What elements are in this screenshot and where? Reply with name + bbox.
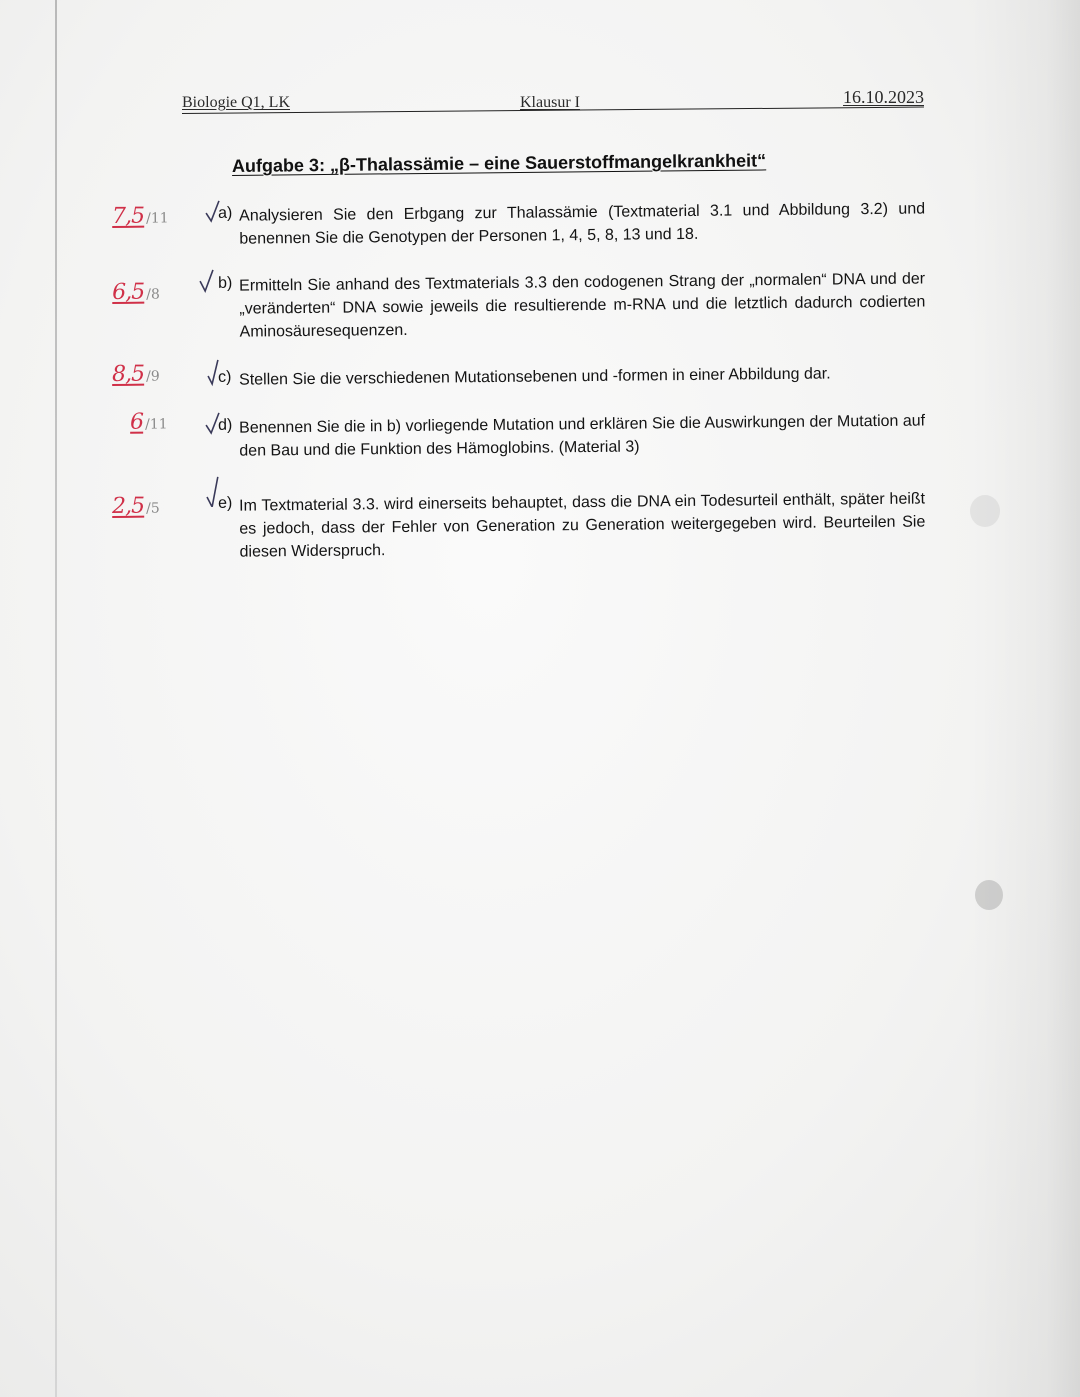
score-b <box>112 279 202 310</box>
task-label: e) <box>217 494 233 512</box>
course-label: Biologie Q1, LK <box>182 94 290 111</box>
task-text: Benennen Sie die in b) vorliegende Mutation und erklären Sie die Auswirkungen der Mutation auf den Bau und die Funktion des Hämoglobins. (Material 3) <box>239 412 926 460</box>
score-max: /8 <box>146 286 160 303</box>
task-c <box>112 361 924 400</box>
task-a <box>112 197 924 256</box>
score-e <box>112 493 202 524</box>
task-label: c) <box>217 368 232 386</box>
paper-smudge <box>975 880 1003 910</box>
score-points: 2,5 <box>111 493 145 519</box>
score-points: 7,5 <box>111 203 145 229</box>
task-text: Stellen Sie die verschiedenen Mutationsebenen und -formen in einer Abbildung dar. <box>239 365 831 389</box>
page-edge <box>55 0 57 1397</box>
task-title: Aufgabe 3: „β-Thalassämie – eine Sauerstoffmangelkrankheit“ <box>231 150 767 176</box>
task-d <box>112 409 924 468</box>
score-max: /9 <box>145 368 160 385</box>
task-e <box>112 487 925 567</box>
score-points: 6,5 <box>112 279 145 305</box>
score-a <box>112 203 202 234</box>
score-points: 8,5 <box>111 361 145 387</box>
score-max: /5 <box>146 500 160 517</box>
task-label: b) <box>217 274 233 292</box>
task-label: a) <box>217 204 233 222</box>
task-text: Im Textmaterial 3.3. wird einerseits behauptet, dass die DNA ein Todesurteil enthält, später heißt es jedoch, dass der Fehler von Generation zu Generation weitergegeben wird. Beurteilen Sie diesen Widerspruch. <box>239 490 926 561</box>
score-max: /11 <box>144 416 168 433</box>
paper-shadow <box>970 0 1080 1397</box>
exam-date: 16.10.2023 <box>843 87 924 107</box>
score-points: 6 <box>129 409 144 435</box>
paper-smudge <box>970 495 1000 527</box>
task-text: Ermitteln Sie anhand des Textmaterials 3.3 den codogenen Strang der „normalen“ DNA und der „veränderten“ DNA sowie jeweils die resultierende m-RNA und die letztlich dadurch codierten Aminosäuresequenzen. <box>239 270 926 341</box>
score-c <box>112 361 202 392</box>
task-b <box>112 267 925 347</box>
task-label: d) <box>217 416 233 434</box>
score-max: /11 <box>146 210 169 227</box>
page-header <box>182 86 924 120</box>
task-text: Analysieren Sie den Erbgang zur Thalassämie (Textmaterial 3.1 und Abbildung 3.2) und benennen Sie die Genotypen der Personen 1, 4, 5, 8, 13 und 18. <box>239 200 926 248</box>
exam-label: Klausur I <box>520 94 580 111</box>
checkmark-icon <box>198 269 216 295</box>
